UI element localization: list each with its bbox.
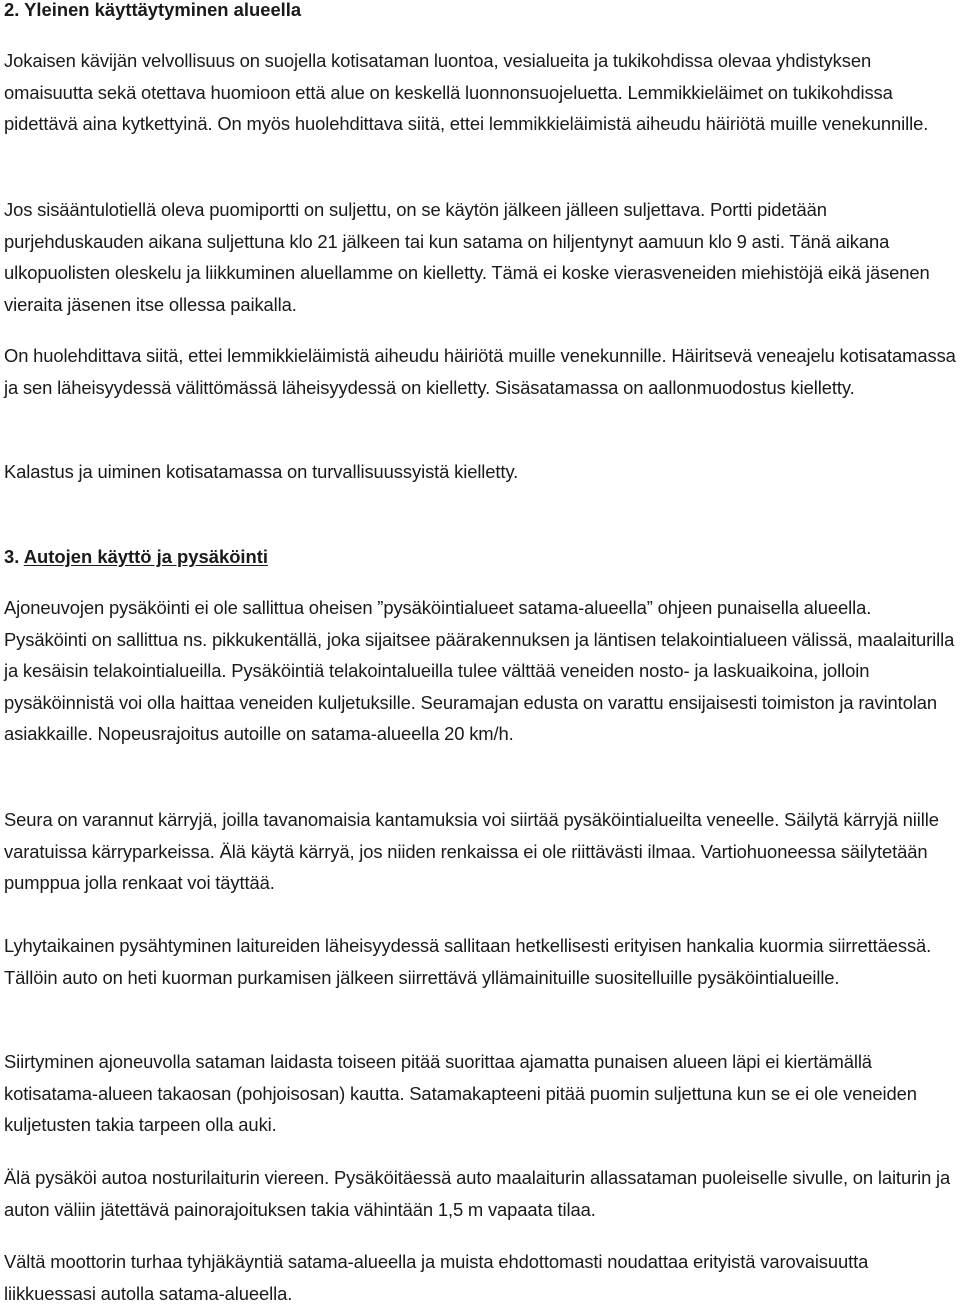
section-3-paragraph-4: Siirtyminen ajoneuvolla sataman laidasta toiseen pitää suorittaa ajamatta punaisen alueen läpi ei kiertämällä kotisatama-alueen takaosan (pohjoisosan) kautta. Satamakapteeni pitää puomin suljettuna kun se ei ole veneiden kuljetusten takia tarpeen olla auki. xyxy=(4,1051,917,1135)
section-3-number: 3. xyxy=(4,546,20,567)
section-3-paragraph-2: Seura on varannut kärryjä, joilla tavanomaisia kantamuksia voi siirtää pysäköintialueilta veneelle. Säilytä kärryjä niille varatuissa kärryparkeissa. Älä käytä kärryä, jos niiden renkaissa ei ole riittävästi ilmaa. Vartiohuoneessa säilytetään pumppua jolla renkaat voi täyttää. xyxy=(4,809,939,893)
section-2-paragraph-3: On huolehdittava siitä, ettei lemmikkieläimistä aiheudu häiriötä muille venekunnille. Häiritsevä veneajelu kotisatamassa ja sen läheisyydessä välittömässä läheisyydessä on kielletty. Sisäsatamassa on aallonmuodostus kielletty. xyxy=(4,345,956,398)
section-3-paragraph-1: Ajoneuvojen pysäköinti ei ole sallittua oheisen ”pysäköintialueet satama-alueella” ohjeen punaisella alueella. Pysäköinti on sallittua ns. pikkukentällä, joka sijaitsee päärakennuksen ja läntisen telakointialueen välissä, maalaiturilla ja kesäisin telakointialueilla. Pysäköintiä telakointalueilla tulee välttää veneiden nosto- ja laskuaikoina, jolloin pysäköinnistä voi olla haittaa veneiden kuljetuksille. Seuramajan edusta on varattu ensijaisesti toimiston ja ravintolan asiakkaille. Nopeusrajoitus autoille on satama-alueella 20 km/h. xyxy=(4,597,955,744)
section-3-paragraph-3: Lyhytaikainen pysähtyminen laitureiden läheisyydessä sallitaan hetkellisesti erityisen hankalia kuormia siirrettäessä. Tällöin auto on heti kuorman purkamisen jälkeen siirrettävä yllämainituille suositelluille pysäköintialueille. xyxy=(4,935,932,988)
section-2-paragraph-4: Kalastus ja uiminen kotisatamassa on turvallisuussyistä kielletty. xyxy=(4,461,519,482)
section-3-heading xyxy=(4,545,268,569)
section-2-paragraph-1: Jokaisen kävijän velvollisuus on suojella kotisataman luontoa, vesialueita ja tukikohdissa olevaa yhdistyksen omaisuutta sekä otettava huomioon että alue on keskellä luonnonsuojeluetta. Lemmikkieläimet on tukikohdissa pidettävä aina kytkettyinä. On myös huolehdittava siitä, ettei lemmikkieläimistä aiheudu häiriötä muille venekunnille. xyxy=(4,50,929,134)
section-3-title: Autojen käyttö ja pysäköinti xyxy=(23,546,269,567)
section-2-number: 2. xyxy=(4,0,20,20)
section-2-title: Yleinen käyttäytyminen alueella xyxy=(24,0,302,20)
section-3-paragraph-6: Vältä moottorin turhaa tyhjäkäyntiä satama-alueella ja muista ehdottomasti noudattaa erityistä varovaisuutta liikkuessasi autolla satama-alueella. xyxy=(4,1251,869,1304)
section-2-heading xyxy=(4,0,301,22)
section-2-paragraph-2: Jos sisääntulotiellä oleva puomiportti on suljettu, on se käytön jälkeen jälleen suljettava. Portti pidetään purjehduskauden aikana suljettuna klo 21 jälkeen tai kun satama on hiljentynyt aamuun klo 9 asti. Tänä aikana ulkopuolisten oleskelu ja liikkuminen aluellamme on kielletty. Tämä ei koske vierasveneiden miehistöjä eikä jäsenen vieraita jäsenen itse ollessa paikalla. xyxy=(4,199,930,315)
section-3-paragraph-5: Älä pysäköi autoa nosturilaiturin viereen. Pysäköitäessä auto maalaiturin allassataman puoleiselle sivulle, on laiturin ja auton väliin jätettävä painorajoituksen takia vähintään 1,5 m vapaata tilaa. xyxy=(4,1167,951,1220)
